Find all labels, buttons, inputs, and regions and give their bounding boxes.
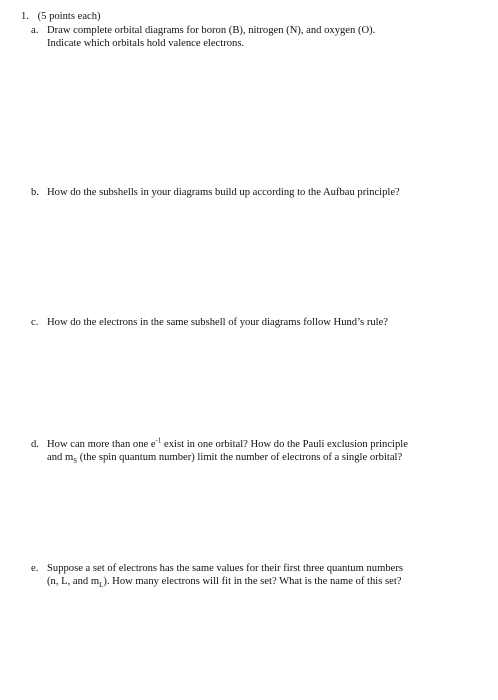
part-a: [31, 24, 481, 50]
part-d-letter: d.: [31, 439, 39, 450]
part-a-text: [47, 24, 481, 50]
part-d-line-2-pre: and m: [47, 452, 74, 463]
part-e-line-2-post: ). How many electrons will fit in the set? What is the name of this set?: [103, 576, 402, 587]
part-b-text: [47, 186, 481, 199]
part-a-line-2: Indicate which orbitals hold valence electrons.: [47, 38, 245, 49]
part-c-letter: c.: [31, 317, 39, 328]
question-number: 1.: [21, 11, 29, 22]
part-d-line-2: [47, 451, 481, 464]
part-e-letter: e.: [31, 563, 39, 574]
part-b-line-1: How do the subshells in your diagrams build up according to the Aufbau principle?: [47, 187, 400, 198]
electron-charge-superscript: -1: [155, 436, 162, 445]
part-e-line-2-pre: (n, L, and m: [47, 576, 100, 587]
magnetic-subscript: L: [99, 581, 104, 590]
part-b: [31, 186, 481, 199]
question-points: (5 points each): [37, 11, 101, 22]
part-e: [31, 562, 481, 588]
part-d-line-1: [47, 438, 481, 451]
part-e-text: [47, 562, 481, 588]
part-b-letter: b.: [31, 187, 39, 198]
part-d-text: [47, 438, 481, 464]
part-c-line-1: How do the electrons in the same subshell of your diagrams follow Hund’s rule?: [47, 317, 388, 328]
part-d-line-1-post: exist in one orbital? How do the Pauli exclusion principle: [161, 439, 408, 450]
part-e-line-2: [47, 575, 481, 588]
part-c-text: [47, 316, 481, 329]
spin-subscript: S: [73, 457, 78, 466]
part-d: [31, 438, 481, 464]
part-d-line-2-post: (the spin quantum number) limit the number of electrons of a single orbital?: [77, 452, 403, 463]
question-header: [21, 10, 101, 23]
part-a-line-1: Draw complete orbital diagrams for boron (B), nitrogen (N), and oxygen (O).: [47, 25, 376, 36]
part-e-line-1: Suppose a set of electrons has the same values for their first three quantum numbers: [47, 563, 403, 574]
part-c: [31, 316, 481, 329]
part-d-line-1-pre: How can more than one e: [47, 439, 156, 450]
part-a-letter: a.: [31, 25, 39, 36]
